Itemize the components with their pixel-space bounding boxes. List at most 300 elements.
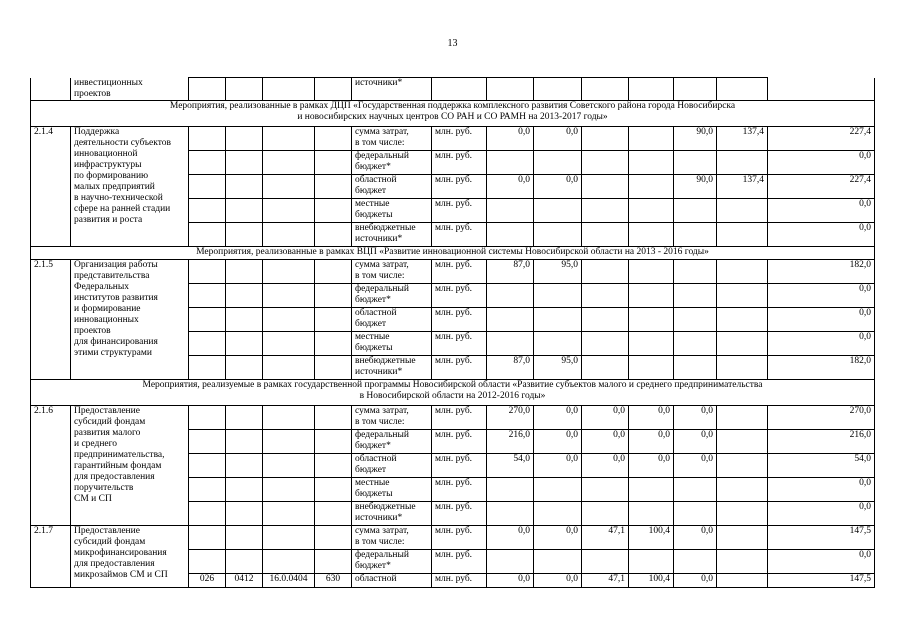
unit-label: млн. руб. xyxy=(435,355,473,366)
value-cell xyxy=(534,453,582,477)
value-cell xyxy=(487,259,534,283)
value: 0,0 xyxy=(566,453,578,464)
value: 147,5 xyxy=(849,525,871,536)
unit-cell xyxy=(432,259,487,283)
value-cell xyxy=(534,174,582,198)
code-cell xyxy=(226,283,263,307)
value: 0,0 xyxy=(859,549,871,560)
source-cell xyxy=(352,429,432,453)
unit-cell xyxy=(432,150,487,174)
value-cell xyxy=(487,283,534,307)
value: 47,1 xyxy=(608,525,625,536)
value-cell xyxy=(768,283,875,307)
value-cell xyxy=(432,78,487,101)
unit-cell xyxy=(432,477,487,501)
table-row xyxy=(31,259,875,283)
value-cell xyxy=(768,429,875,453)
unit-label: млн. руб. xyxy=(435,283,473,294)
value: 0,0 xyxy=(566,174,578,185)
value-cell xyxy=(629,573,674,587)
value-cell xyxy=(768,307,875,331)
value-cell xyxy=(629,259,674,283)
item-name-cell xyxy=(71,78,189,101)
value-cell xyxy=(487,150,534,174)
value: 0,0 xyxy=(613,453,625,464)
code-cell xyxy=(226,501,263,525)
item-id xyxy=(31,259,71,379)
unit-cell xyxy=(432,405,487,429)
unit-label: млн. руб. xyxy=(435,405,473,416)
value-cell xyxy=(717,222,768,246)
value-cell xyxy=(629,429,674,453)
value-cell xyxy=(717,174,768,198)
code-cell xyxy=(263,405,315,429)
value-cell xyxy=(674,126,717,150)
value-cell xyxy=(717,259,768,283)
cell-line: развития и роста xyxy=(74,214,143,225)
code-cell xyxy=(315,259,352,283)
value-cell xyxy=(674,198,717,222)
value-cell xyxy=(487,501,534,525)
cell-line: сумма затрат, xyxy=(355,525,409,536)
code-cell xyxy=(189,501,226,525)
code-cell xyxy=(263,283,315,307)
value-cell xyxy=(582,150,629,174)
table-row xyxy=(31,525,875,549)
value-cell xyxy=(674,355,717,379)
value: 0,0 xyxy=(859,477,871,488)
value: 0,0 xyxy=(658,453,670,464)
value-cell xyxy=(717,549,768,573)
value-cell xyxy=(487,174,534,198)
cell-line: федеральный xyxy=(355,429,409,440)
unit-label: млн. руб. xyxy=(435,573,473,584)
value-cell xyxy=(629,150,674,174)
unit-cell xyxy=(432,198,487,222)
code-cell xyxy=(226,453,263,477)
unit-cell xyxy=(432,453,487,477)
source-cell xyxy=(352,331,432,355)
value: 90,0 xyxy=(696,174,713,185)
value-cell xyxy=(629,549,674,573)
table-row xyxy=(31,246,875,259)
code-cell xyxy=(189,405,226,429)
code-cell xyxy=(226,355,263,379)
value-cell xyxy=(717,453,768,477)
cell-line: сумма затрат, xyxy=(355,126,409,137)
code-cell xyxy=(226,331,263,355)
source-cell xyxy=(352,355,432,379)
item-id-cell xyxy=(31,78,71,101)
value-cell xyxy=(629,307,674,331)
value-cell xyxy=(582,259,629,283)
cell-line: Организация работы xyxy=(74,259,158,270)
value-cell xyxy=(717,525,768,549)
value-cell xyxy=(534,331,582,355)
section-line: и новосибирских научных центров СО РАН и СО РАМН на 2013-2017 годы» xyxy=(297,111,608,122)
value-cell xyxy=(674,477,717,501)
value-cell xyxy=(629,126,674,150)
cell-line: в том числе: xyxy=(355,137,405,148)
source-cell xyxy=(352,150,432,174)
code-cell xyxy=(263,331,315,355)
item-name xyxy=(71,405,189,525)
value: 227,4 xyxy=(849,126,871,137)
value-cell xyxy=(717,78,768,101)
code-cell xyxy=(226,549,263,573)
cell-line: бюджет* xyxy=(355,294,391,305)
source-cell xyxy=(352,198,432,222)
value-cell xyxy=(534,78,582,101)
cell-line: бюджет xyxy=(355,464,387,475)
code-value: 630 xyxy=(325,573,341,584)
value: 100,4 xyxy=(648,573,670,584)
cell-line: внебюджетные xyxy=(355,222,416,233)
value: 0,0 xyxy=(566,525,578,536)
value: 0,0 xyxy=(701,429,713,440)
cell-line: бюджеты xyxy=(355,342,393,353)
value: 182,0 xyxy=(849,355,871,366)
code-cell xyxy=(226,150,263,174)
cell-line: Поддержка xyxy=(74,126,120,137)
code-cell xyxy=(315,429,352,453)
value: 137,4 xyxy=(742,126,764,137)
section-line: Мероприятия, реализуемые в рамках государственной программы Новосибирской области «Развитие субъектов малого и среднего предпринимательства xyxy=(142,379,763,390)
cell-line: внебюджетные xyxy=(355,355,416,366)
value-cell xyxy=(582,174,629,198)
code-cell xyxy=(315,126,352,150)
unit-label: млн. руб. xyxy=(435,222,473,233)
code-cell xyxy=(189,174,226,198)
code-cell xyxy=(189,222,226,246)
unit-label: млн. руб. xyxy=(435,549,473,560)
value-cell xyxy=(717,331,768,355)
value: 90,0 xyxy=(696,126,713,137)
code-cell xyxy=(315,222,352,246)
value: 87,0 xyxy=(513,355,530,366)
value: 216,0 xyxy=(849,429,871,440)
cell-line: инфраструктуры xyxy=(74,159,142,170)
code-cell xyxy=(189,453,226,477)
value-cell xyxy=(582,573,629,587)
code-cell xyxy=(315,331,352,355)
value-cell xyxy=(768,355,875,379)
table-row xyxy=(31,126,875,150)
unit-cell xyxy=(432,355,487,379)
value-cell xyxy=(717,198,768,222)
table-row xyxy=(31,379,875,405)
code-cell xyxy=(226,174,263,198)
cell-line: инновационной xyxy=(74,148,138,159)
value-cell xyxy=(534,477,582,501)
unit-label: млн. руб. xyxy=(435,429,473,440)
cell-line: этими структурами xyxy=(74,347,152,358)
unit-label: млн. руб. xyxy=(435,501,473,512)
value-cell xyxy=(768,259,875,283)
unit-cell xyxy=(432,501,487,525)
value-cell xyxy=(487,429,534,453)
code-cell xyxy=(189,307,226,331)
value: 216,0 xyxy=(508,429,530,440)
value-cell xyxy=(534,222,582,246)
cell-line: внебюджетные xyxy=(355,501,416,512)
cell-line: сумма затрат, xyxy=(355,405,409,416)
value: 0,0 xyxy=(566,573,578,584)
value-cell xyxy=(674,501,717,525)
value: 0,0 xyxy=(859,331,871,342)
code-cell xyxy=(315,78,352,101)
cell-line: по формированию xyxy=(74,170,149,181)
value-cell xyxy=(582,222,629,246)
value-cell xyxy=(629,331,674,355)
executor-cell xyxy=(768,78,875,101)
cell-line: представительства xyxy=(74,270,150,281)
value-cell xyxy=(582,405,629,429)
value-cell xyxy=(717,573,768,587)
cell-line: местные xyxy=(355,198,390,209)
value: 87,0 xyxy=(513,259,530,270)
cell-line: областной xyxy=(355,453,397,464)
value-cell xyxy=(487,477,534,501)
cell-line: областной xyxy=(355,174,397,185)
code-cell xyxy=(226,405,263,429)
value-cell xyxy=(487,222,534,246)
value-cell xyxy=(582,283,629,307)
value-cell xyxy=(534,501,582,525)
value: 54,0 xyxy=(854,453,871,464)
unit-cell xyxy=(432,283,487,307)
value: 227,4 xyxy=(849,174,871,185)
cell-line: и формирование xyxy=(74,303,141,314)
value-cell xyxy=(768,198,875,222)
value-cell xyxy=(768,150,875,174)
cell-line: для предоставления xyxy=(74,558,155,569)
code-cell xyxy=(263,429,315,453)
value-cell xyxy=(717,126,768,150)
table-row xyxy=(31,405,875,429)
item-number: 2.1.7 xyxy=(34,525,53,536)
value: 0,0 xyxy=(859,198,871,209)
value-cell xyxy=(582,78,629,101)
value: 100,4 xyxy=(648,525,670,536)
code-cell xyxy=(189,331,226,355)
cell-line: проектов xyxy=(74,325,111,336)
value-cell xyxy=(534,405,582,429)
unit-label: млн. руб. xyxy=(435,453,473,464)
value-cell xyxy=(629,198,674,222)
value-cell xyxy=(487,331,534,355)
value-cell xyxy=(534,525,582,549)
cell-line: Предоставление xyxy=(74,405,140,416)
code-cell xyxy=(315,174,352,198)
value-cell xyxy=(582,453,629,477)
code-cell xyxy=(315,549,352,573)
cell-line: для финансирования xyxy=(74,336,158,347)
source-cell xyxy=(352,477,432,501)
code-cell xyxy=(263,573,315,587)
cell-line: проектов xyxy=(74,88,111,99)
code-cell xyxy=(263,198,315,222)
code-cell xyxy=(263,150,315,174)
cell-line: деятельности субъектов xyxy=(74,137,171,148)
unit-label: млн. руб. xyxy=(435,525,473,536)
value-cell xyxy=(768,453,875,477)
value: 0,0 xyxy=(859,150,871,161)
value: 95,0 xyxy=(561,355,578,366)
cell-line: областной xyxy=(355,307,397,318)
cell-line: бюджет xyxy=(355,318,387,329)
value-cell xyxy=(582,355,629,379)
value-cell xyxy=(717,355,768,379)
source-cell xyxy=(352,222,432,246)
unit-cell xyxy=(432,429,487,453)
value: 0,0 xyxy=(613,429,625,440)
item-number: 2.1.6 xyxy=(34,405,53,416)
source-cell xyxy=(352,405,432,429)
cell-line: для предоставления xyxy=(74,471,155,482)
item-name xyxy=(71,525,189,587)
value-cell xyxy=(629,405,674,429)
value-cell xyxy=(674,573,717,587)
value-cell xyxy=(582,429,629,453)
unit-cell xyxy=(432,126,487,150)
unit-label: млн. руб. xyxy=(435,150,473,161)
section-line: Мероприятия, реализованные в рамках ВЦП «Развитие инновационной системы Новосибирской области на 2013 - 2016 годы» xyxy=(196,246,709,257)
code-cell xyxy=(189,198,226,222)
code-cell xyxy=(263,525,315,549)
source-cell xyxy=(352,501,432,525)
code-cell xyxy=(315,150,352,174)
unit-label: млн. руб. xyxy=(435,307,473,318)
value-cell xyxy=(582,477,629,501)
value-cell xyxy=(534,126,582,150)
code-cell xyxy=(263,477,315,501)
value-cell xyxy=(717,405,768,429)
cell-line: бюджет xyxy=(355,185,387,196)
item-id xyxy=(31,126,71,246)
item-name xyxy=(71,126,189,246)
unit-label: млн. руб. xyxy=(435,174,473,185)
cell-line: областной xyxy=(355,573,397,584)
code-cell xyxy=(315,525,352,549)
cell-line: и среднего xyxy=(74,438,118,449)
section-line: Мероприятия, реализованные в рамках ДЦП «Государственная поддержка комплексного развития Советского района города Новосибирска xyxy=(169,100,736,111)
value-cell xyxy=(717,501,768,525)
unit-label: млн. руб. xyxy=(435,126,473,137)
code-cell xyxy=(189,477,226,501)
value-cell xyxy=(674,150,717,174)
section-line: в Новосибирской области на 2012-2016 годы» xyxy=(359,390,546,401)
value-cell xyxy=(487,198,534,222)
cell-line: Федеральных xyxy=(74,281,129,292)
code-cell xyxy=(226,477,263,501)
value: 270,0 xyxy=(508,405,530,416)
value: 0,0 xyxy=(613,405,625,416)
value: 182,0 xyxy=(849,259,871,270)
program-table xyxy=(30,77,875,588)
code-cell xyxy=(315,573,352,587)
source-cell xyxy=(352,549,432,573)
value-cell xyxy=(487,549,534,573)
value-cell xyxy=(629,477,674,501)
value-cell xyxy=(534,259,582,283)
value: 0,0 xyxy=(859,283,871,294)
source-cell xyxy=(352,573,432,587)
unit-label: млн. руб. xyxy=(435,331,473,342)
value-cell xyxy=(768,525,875,549)
cell-line: в том числе: xyxy=(355,536,405,547)
value: 0,0 xyxy=(859,307,871,318)
value-cell xyxy=(768,405,875,429)
value-cell xyxy=(487,78,534,101)
cell-line: бюджеты xyxy=(355,209,393,220)
cell-line: бюджеты xyxy=(355,488,393,499)
value-cell xyxy=(582,331,629,355)
value-cell xyxy=(582,126,629,150)
value-cell xyxy=(674,78,717,101)
cell-line: инновационных xyxy=(74,314,139,325)
code-cell xyxy=(189,259,226,283)
value-cell xyxy=(629,355,674,379)
unit-cell xyxy=(432,307,487,331)
value-cell xyxy=(534,573,582,587)
cell-line: развития малого xyxy=(74,427,141,438)
value-cell xyxy=(674,549,717,573)
item-id xyxy=(31,405,71,525)
value-cell xyxy=(534,150,582,174)
value: 0,0 xyxy=(566,126,578,137)
code-cell xyxy=(189,283,226,307)
code-cell xyxy=(189,355,226,379)
section-header xyxy=(31,246,875,259)
cell-line: субсидий фондам xyxy=(74,416,146,427)
unit-label: млн. руб. xyxy=(435,477,473,488)
value-cell xyxy=(487,307,534,331)
value: 0,0 xyxy=(518,573,530,584)
cell-line: микрозаймов СМ и СП xyxy=(74,569,168,580)
value-cell xyxy=(674,429,717,453)
value-cell xyxy=(768,222,875,246)
code-cell xyxy=(226,222,263,246)
source-cell xyxy=(352,453,432,477)
cell-line: гарантийным фондам xyxy=(74,460,162,471)
value: 137,4 xyxy=(742,174,764,185)
source-cell xyxy=(352,78,432,101)
code-cell xyxy=(315,198,352,222)
value: 95,0 xyxy=(561,259,578,270)
value: 0,0 xyxy=(518,174,530,185)
value: 0,0 xyxy=(701,573,713,584)
cell-line: Предоставление xyxy=(74,525,140,536)
table-row xyxy=(31,78,875,101)
cell-line: источники* xyxy=(355,78,403,88)
code-cell xyxy=(315,405,352,429)
item-number: 2.1.4 xyxy=(34,126,53,137)
value: 0,0 xyxy=(518,525,530,536)
code-cell xyxy=(315,453,352,477)
value-cell xyxy=(674,525,717,549)
code-value: 16.0.0404 xyxy=(269,573,308,584)
cell-line: федеральный xyxy=(355,283,409,294)
value-cell xyxy=(487,453,534,477)
value-cell xyxy=(717,150,768,174)
value-cell xyxy=(717,307,768,331)
value-cell xyxy=(534,429,582,453)
unit-cell xyxy=(432,222,487,246)
code-cell xyxy=(263,259,315,283)
value-cell xyxy=(487,573,534,587)
cell-line: сумма затрат, xyxy=(355,259,409,270)
